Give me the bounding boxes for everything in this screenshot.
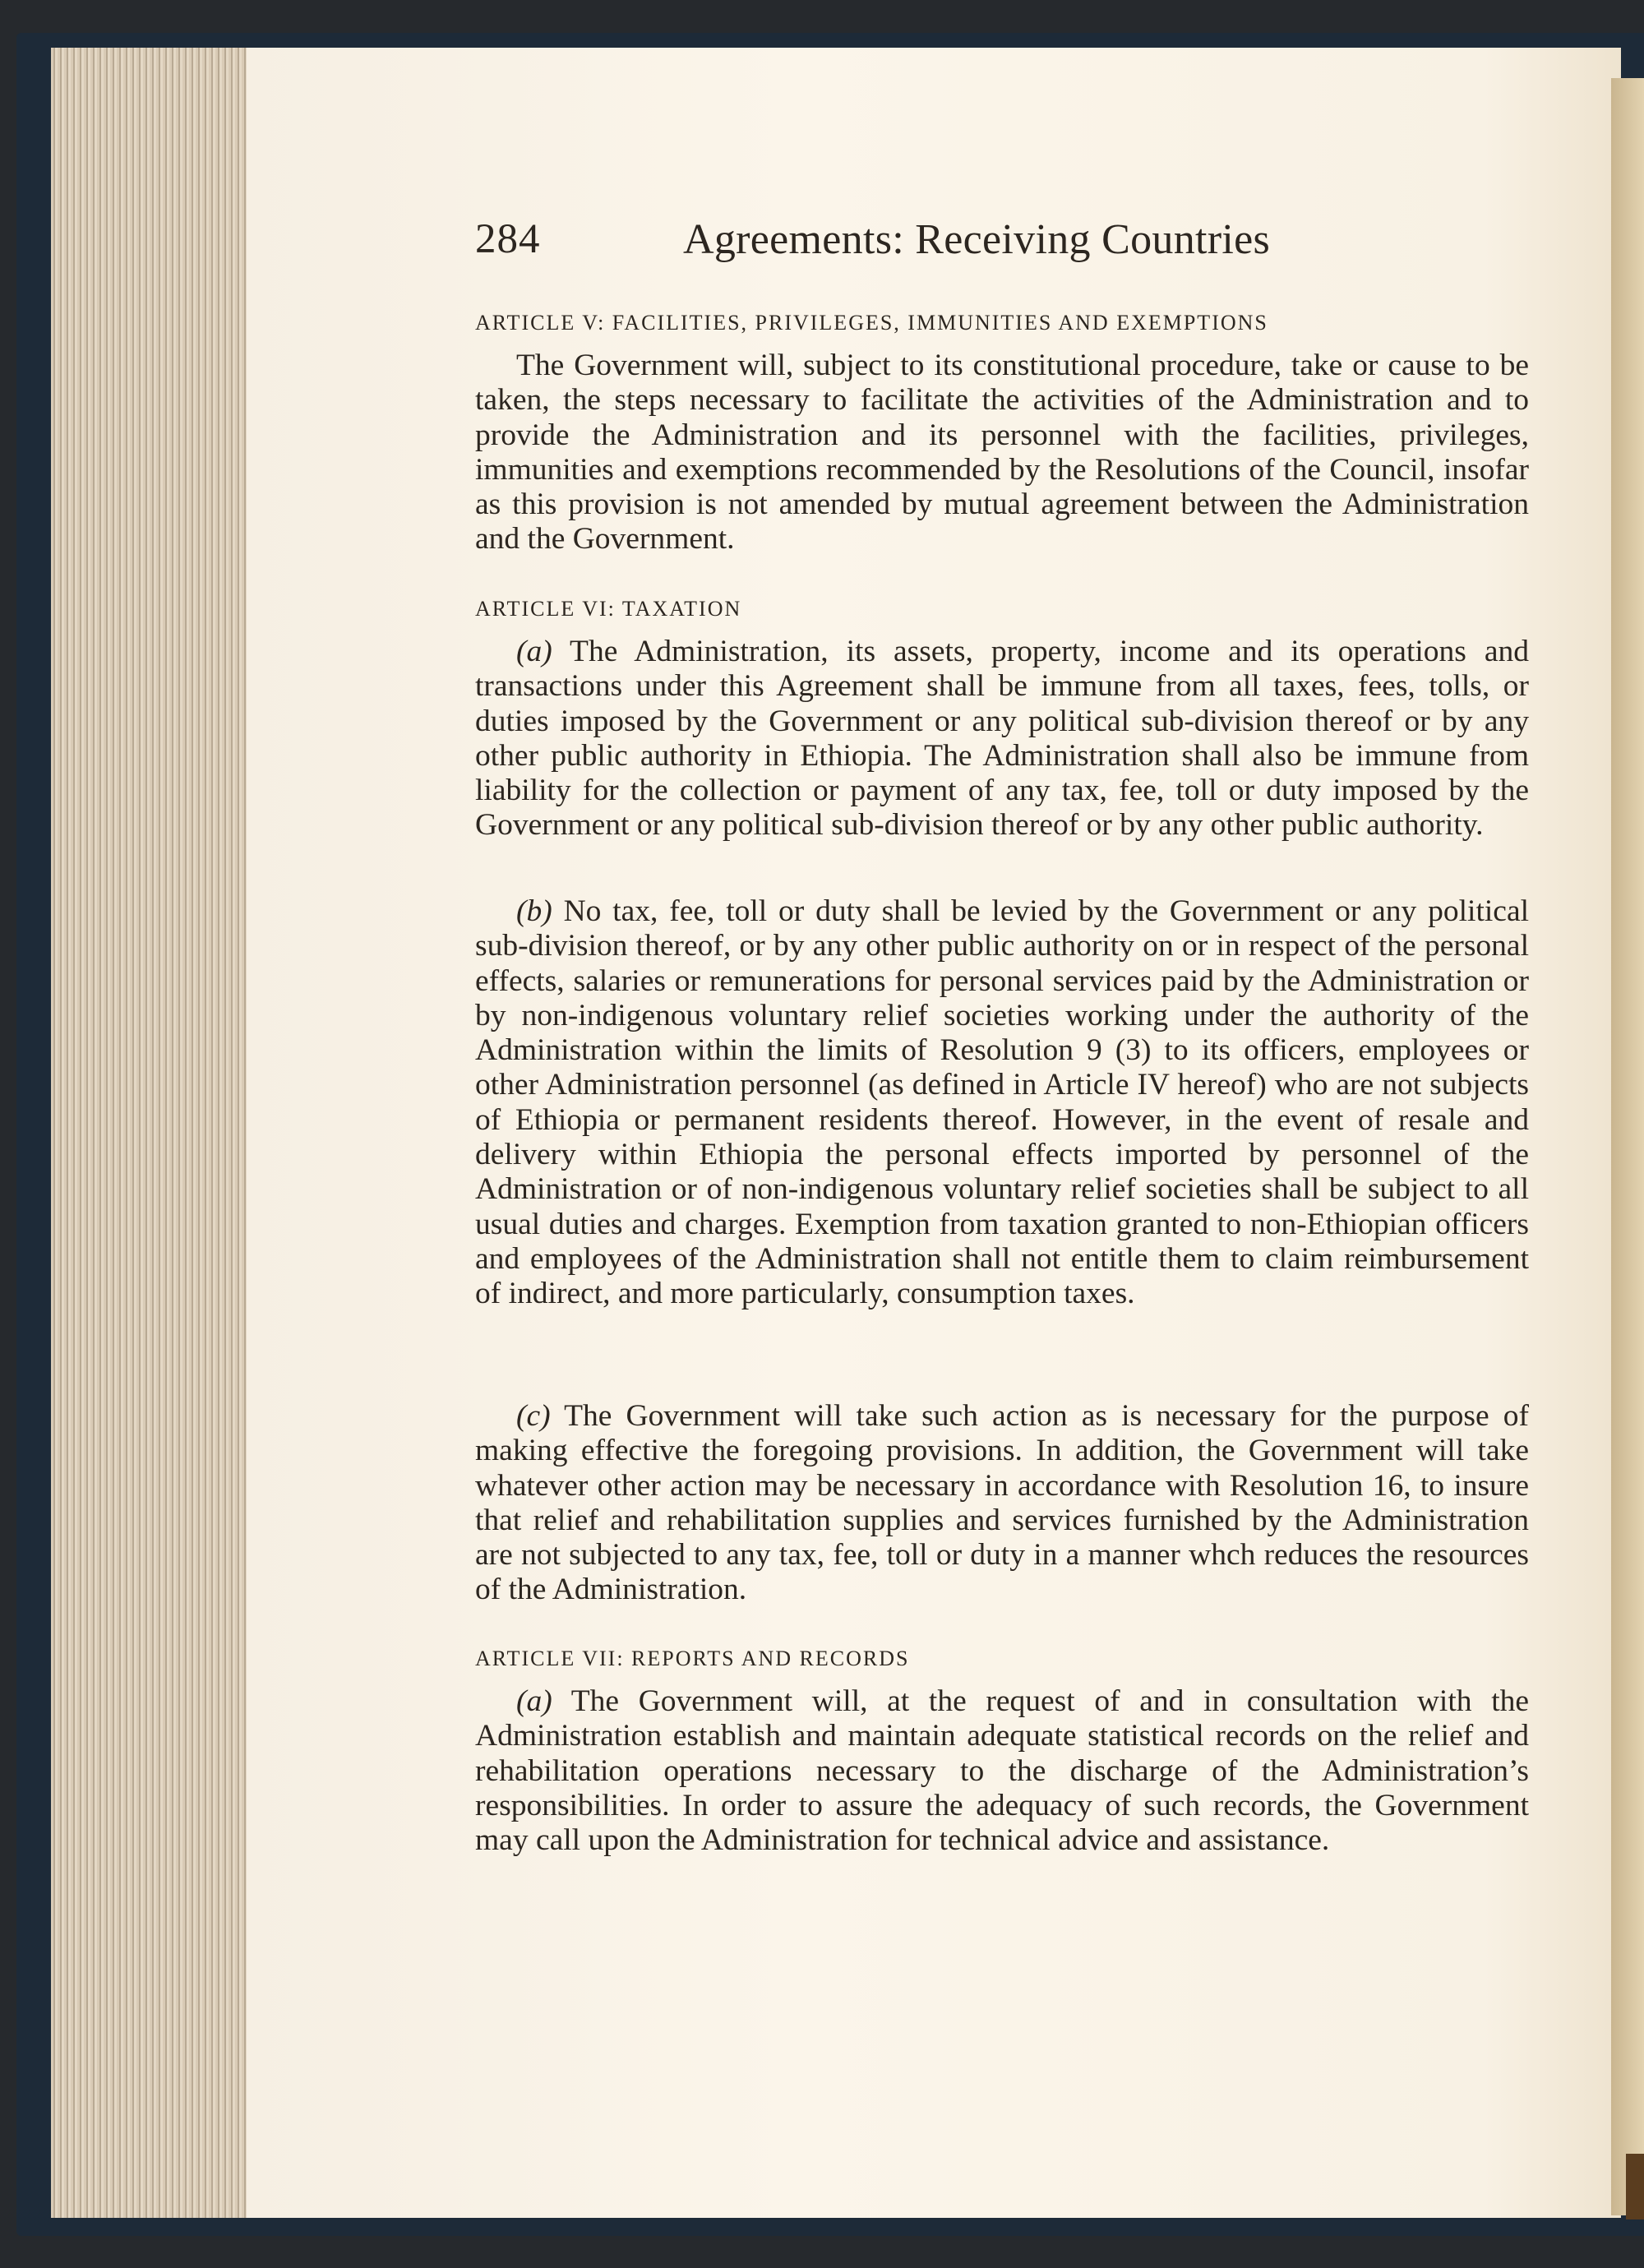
article-vi-label-a: (a)	[516, 635, 552, 668]
article-v-paragraph	[475, 349, 1529, 557]
article-vi-text-c: The Government will take such action as is necessary for the purpose of making effective the foregoing provisions. In addition, the Government will take whatever other action may be necessary in accordance with Resolution 16, to insure that relief and rehabilitation supplies and services furnished by the Administration are not subjected to any tax, fee, toll or duty in a manner whch reduces the resources of the Administration.	[475, 1399, 1529, 1607]
article-v-text: The Government will, subject to its constitutional procedure, take or cause to be taken, the steps necessary to facilitate the activities of the Administration and to provide the Administration and its personnel with the facilities, privileges, immunities and exemptions recommended by the Resolutions of the Council, insofar as this provision is not amended by mutual agreement between the Administration and the Government.	[475, 349, 1529, 557]
page-number: 284	[475, 216, 541, 262]
page-edges	[51, 48, 256, 2218]
article-v-heading: ARTICLE V: FACILITIES, PRIVILEGES, IMMUNITIES AND EXEMPTIONS	[475, 311, 1268, 335]
article-vi-text-a: The Administration, its assets, property, income and its operations and transactions under this Agreement shall be immune from all taxes, fees, tolls, or duties imposed by the Government or any political sub-division thereof or by any other public authority in Ethiopia. The Administration shall also be immune from liability for the collection or payment of any tax, fee, toll or duty imposed by the Government or any political sub-division thereof or by any other public authority.	[475, 635, 1529, 843]
article-vi-label-b: (b)	[516, 894, 552, 928]
article-vii-paragraph-a	[475, 1684, 1529, 1858]
article-vi-paragraph-b	[475, 894, 1529, 1312]
article-vi-paragraph-c	[475, 1399, 1529, 1608]
article-vi-text-b: No tax, fee, toll or duty shall be levied by the Government or any political sub-division thereof, or by any other public authority on or in respect of the personal effects, salaries or remunerations for personal services paid by the Administration or by non-indigenous voluntary relief societies working under the authority of the Administration within the limits of Resolution 9 (3) to its officers, employees or other Administration personnel (as defined in Article IV hereof) who are not subjects of Ethiopia or permanent residents thereof. However, in the event of resale and delivery within Ethiopia the personal effects imported by personnel of the Administration or of non-indigenous voluntary relief societies shall be subject to all usual duties and charges. Exemption from taxation granted to non-Ethiopian officers and employees of the Administration shall not entitle them to claim reimbursement of indirect, and more particularly, consumption taxes.	[475, 894, 1530, 1311]
article-vii-label-a: (a)	[516, 1684, 552, 1718]
article-vii-text-a: The Government will, at the request of and in consultation with the Administration establish and maintain adequate statistical records on the relief and rehabilitation operations necessary to the discharge of the Administration’s responsibilities. In order to assure the adequacy of such records, the Government may call upon the Administration for technical advice and assistance.	[475, 1684, 1530, 1858]
article-vi-paragraph-a	[475, 635, 1529, 843]
article-vii-heading: ARTICLE VII: REPORTS AND RECORDS	[475, 1647, 910, 1670]
article-vi-heading: ARTICLE VI: TAXATION	[475, 597, 742, 621]
facing-page-corner	[1626, 2154, 1644, 2219]
running-head	[475, 215, 1529, 266]
facing-page-edge	[1611, 78, 1644, 2215]
page-title: Agreements: Receiving Countries	[683, 216, 1271, 263]
article-vi-label-c: (c)	[516, 1399, 551, 1433]
